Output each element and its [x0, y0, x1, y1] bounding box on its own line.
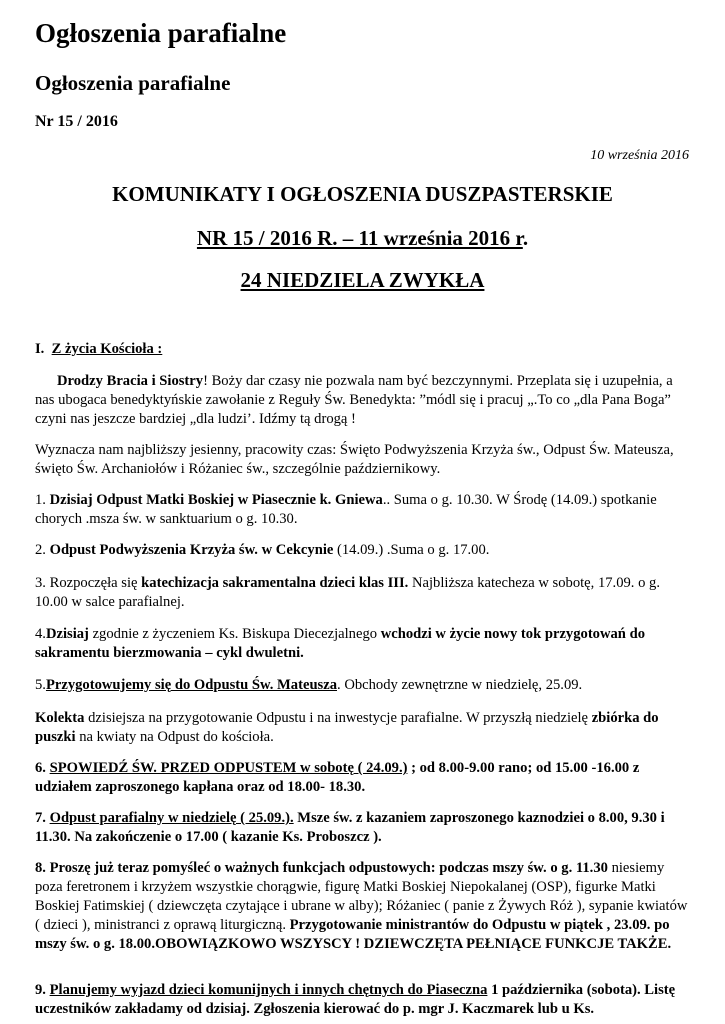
- title-line-2-text: NR 15 / 2016 R. – 11 września 2016 r: [196, 226, 523, 250]
- item-6-underlined: SPOWIEDŹ ŚW. PRZED ODPUSTEM w sobotę ( 24.09.): [49, 760, 408, 776]
- item-4: [35, 625, 693, 663]
- section-heading: [35, 340, 693, 359]
- item-9-text: 1 października (sobota). Listę uczestników zakładamy od dzisiaj. Zgłoszenia kierować do p. mgr J. Kaczmarek lub u Ks.: [35, 982, 676, 1017]
- item-3-bold: katechizacja sakramentalna dzieci klas III.: [141, 575, 409, 591]
- title-line-1: KOMUNIKATY I OGŁOSZENIA DUSZPASTERSKIE: [112, 182, 613, 206]
- item-2-bold: Odpust Podwyższenia Krzyża św. w Cekcynie: [49, 542, 334, 558]
- item-8: [35, 859, 693, 954]
- item-2-text: (14.09.) .Suma o g. 17.00.: [333, 542, 490, 558]
- item-5-bold: Przygotowujemy się do Odpustu Św. Mateusza: [45, 677, 338, 693]
- item-1-bold: Dzisiaj Odpust Matki Boskiej w Piasecznie k. Gniewa: [49, 492, 383, 508]
- section-number: I.: [35, 341, 45, 357]
- item-3-lead: 3. Rozpoczęła się: [35, 575, 142, 591]
- item-9-number: 9.: [35, 982, 50, 998]
- item-4-number: 4.: [35, 626, 46, 642]
- item-8-bold-2: Przygotowanie ministrantów do Odpustu w piątek , 23.09. po mszy św. o g. 18.00.OBOWIĄZKOWO WSZYSCY ! DZIEWCZĘTA PEŁNIĄCE FUNKCJE TAKŻE.: [35, 917, 672, 952]
- item-7-text: Msze św. z kazaniem zaproszonego kaznodziei o 8.00, 9.30 i 11.30. Na zakończenie o 17.00 ( kazanie Ks. Proboszcz ).: [35, 810, 665, 845]
- item-5-text: . Obchody zewnętrzne w niedzielę, 25.09.: [337, 677, 583, 693]
- item-3: [35, 574, 693, 612]
- item-6-text: ; od 8.00-9.00 rano; od 15.00 -16.00 z udziałem zaproszonego kapłana oraz od 18.00- 18.30.: [35, 760, 640, 795]
- collection-bold-1: Kolekta: [35, 710, 85, 726]
- item-5-number: 5.: [35, 677, 46, 693]
- item-2-number: 2.: [35, 542, 50, 558]
- collection-bold-2: zbiórka do puszki: [35, 710, 659, 745]
- item-2: [35, 541, 693, 560]
- item-7-underlined: Odpust parafialny w niedzielę ( 25.09.).: [49, 810, 294, 826]
- item-4-bold-1: Dzisiaj: [45, 626, 89, 642]
- title-line-2: [0, 226, 725, 251]
- item-9-underlined: Planujemy wyjazd dzieci komunijnych i innych chętnych do Piaseczna: [49, 982, 488, 998]
- item-4-text: zgodnie z życzeniem Ks. Biskupa Diecezjalnego: [88, 626, 381, 642]
- issue-date: 10 września 2016: [590, 148, 689, 163]
- issue-number: Nr 15 / 2016: [35, 113, 118, 130]
- intro-paragraph: [35, 372, 693, 429]
- intro-text: ! Boży dar czasy nie pozwala nam być bezczynnymi. Przeplata się i uzupełnia, a nas ubogaca benedyktyńskie zawołanie z Reguły Św. Benedykta: ”módl się i pracuj „.To co „dla Pana Boga” czyni nas jeszcze bardziej „dla ludzi’. Idźmy tą drogą !: [35, 373, 673, 427]
- item-1: [35, 491, 693, 529]
- item-3-text: Najbliższa katecheza w sobotę, 17.09. o g. 10.00 w salce parafialnej.: [35, 575, 660, 610]
- page-subtitle: Ogłoszenia parafialne: [35, 71, 231, 95]
- page-title: Ogłoszenia parafialne: [35, 18, 287, 48]
- collection-text: dzisiejsza na przygotowanie Odpustu i na inwestycje parafialne. W przyszłą niedzielę: [84, 710, 592, 726]
- intro-greeting: Drodzy Bracia i Siostry: [57, 373, 204, 389]
- section-title: Z życia Kościoła :: [51, 341, 163, 357]
- title-line-2-dot: .: [522, 226, 529, 250]
- item-9: [35, 981, 693, 1019]
- item-6: [35, 759, 693, 797]
- item-7-number: 7.: [35, 810, 50, 826]
- item-1-number: 1.: [35, 492, 50, 508]
- item-4-bold-2: wchodzi w życie nowy tok przygotowań do sakramentu bierzmowania – cykl dwuletni.: [35, 626, 645, 661]
- item-5: [35, 676, 693, 695]
- title-line-3: 24 NIEDZIELA ZWYKŁA: [240, 268, 485, 292]
- item-8-bold-1: 8. Proszę już teraz pomyśleć o ważnych funkcjach odpustowych: podczas mszy św. o g. 11.30: [35, 860, 608, 876]
- item-7: [35, 809, 693, 847]
- season-paragraph: Wyznacza nam najbliższy jesienny, pracowity czas: Święto Podwyższenia Krzyża św., Odpust Św. Mateusza, święto Św. Archaniołów i Różaniec św., szczególnie październikowy.: [35, 442, 674, 477]
- item-8-text: niesiemy poza feretronem i krzyżem wszystkie chorągwie, figurę Matki Boskiej Niepokalanej (OSP), figurke Matki Boskiej Fatimskiej ( dziewczęta czytające i ubrane w alby); Różaniec ( panie z Żywych Róż ), sypanie kwiatów ( dzieci ), ministranci z oprawą liturgiczną.: [35, 860, 688, 933]
- collection-text-2: na kwiaty na Odpust do kościoła.: [75, 729, 274, 745]
- item-6-number: 6.: [35, 760, 50, 776]
- collection-paragraph: [35, 709, 693, 747]
- item-1-text: .. Suma o g. 10.30. W Środę (14.09.) spotkanie chorych .msza św. w sanktuarium o g. 10.30.: [35, 492, 657, 527]
